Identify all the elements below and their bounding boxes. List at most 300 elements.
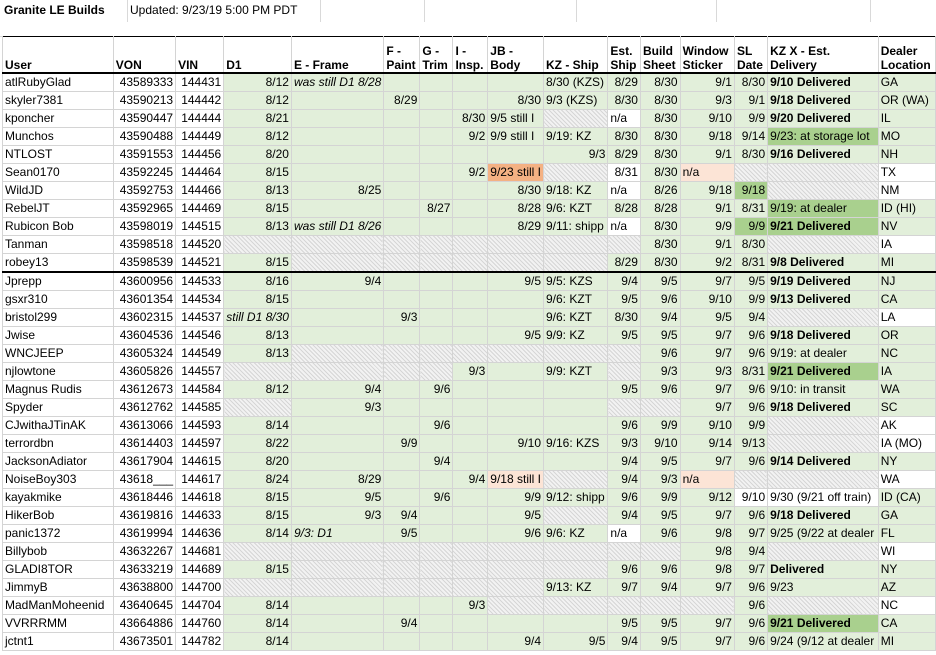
table-cell[interactable]: 144584 [176, 381, 224, 399]
table-cell[interactable]: 9/18 Delivered [768, 507, 879, 525]
table-cell[interactable]: 9/6 [640, 345, 680, 363]
table-cell[interactable]: 9/6 [734, 453, 767, 471]
table-cell[interactable] [420, 182, 453, 200]
table-cell[interactable]: GA [878, 73, 935, 92]
table-cell[interactable]: 9/4 [488, 633, 544, 651]
table-cell[interactable]: 144700 [176, 579, 224, 597]
table-cell[interactable]: ID (HI) [878, 200, 935, 218]
column-header[interactable]: VIN [176, 37, 224, 74]
table-cell[interactable]: 9/18 [680, 128, 734, 146]
table-cell[interactable]: 9/4 [734, 309, 767, 327]
table-cell[interactable]: 9/5 [544, 633, 608, 651]
table-cell[interactable]: 144704 [176, 597, 224, 615]
table-cell[interactable] [291, 597, 383, 615]
table-cell[interactable]: TX [878, 164, 935, 182]
table-cell[interactable]: NV [878, 218, 935, 236]
table-cell[interactable]: 9/7 [680, 453, 734, 471]
table-cell[interactable]: kayakmike [3, 489, 114, 507]
table-cell[interactable]: 9/7 [680, 399, 734, 417]
table-cell[interactable] [488, 579, 544, 597]
table-cell[interactable]: OR (WA) [878, 92, 935, 110]
table-cell[interactable] [453, 309, 488, 327]
table-cell[interactable]: 8/29 [488, 218, 544, 236]
table-cell[interactable]: 144617 [176, 471, 224, 489]
table-cell[interactable]: 43598019 [113, 218, 175, 236]
table-cell[interactable]: Rubicon Bob [3, 218, 114, 236]
table-cell[interactable]: still D1 8/30 [224, 309, 292, 327]
table-cell[interactable] [453, 417, 488, 435]
table-cell[interactable]: 43598539 [113, 254, 175, 273]
table-cell[interactable]: 9/2 [680, 254, 734, 273]
table-cell[interactable]: 43612762 [113, 399, 175, 417]
table-cell[interactable]: Spyder [3, 399, 114, 417]
table-cell[interactable] [224, 236, 292, 254]
table-cell[interactable] [291, 543, 383, 561]
table-cell[interactable]: 144681 [176, 543, 224, 561]
table-cell[interactable]: 8/30 [608, 309, 641, 327]
table-cell[interactable]: 9/9 [734, 417, 767, 435]
table-cell[interactable]: 8/14 [224, 597, 292, 615]
table-cell[interactable]: Magnus Rudis [3, 381, 114, 399]
table-cell[interactable]: IL [878, 110, 935, 128]
table-cell[interactable]: 43604536 [113, 327, 175, 345]
table-cell[interactable]: 9/12: shipp [544, 489, 608, 507]
column-header[interactable]: F - Paint [384, 37, 420, 74]
table-cell[interactable]: MI [878, 633, 935, 651]
table-cell[interactable] [453, 291, 488, 309]
table-cell[interactable] [384, 218, 420, 236]
table-cell[interactable]: 8/30 (KZS) [544, 73, 608, 92]
table-cell[interactable]: MI [878, 254, 935, 273]
table-cell[interactable]: NH [878, 146, 935, 164]
table-cell[interactable]: 9/10 [640, 435, 680, 453]
table-cell[interactable]: LA [878, 309, 935, 327]
table-cell[interactable] [384, 597, 420, 615]
table-cell[interactable]: 9/18 [680, 182, 734, 200]
table-cell[interactable]: 9/19 Delivered [768, 272, 879, 291]
table-cell[interactable]: 43619816 [113, 507, 175, 525]
table-cell[interactable] [608, 543, 641, 561]
table-cell[interactable]: 8/31 [734, 200, 767, 218]
table-cell[interactable]: 9/3 [384, 309, 420, 327]
table-cell[interactable]: Jwise [3, 327, 114, 345]
table-cell[interactable] [420, 579, 453, 597]
table-cell[interactable]: 9/9 [734, 110, 767, 128]
table-cell[interactable]: 9/1 [680, 200, 734, 218]
table-cell[interactable]: 43632267 [113, 543, 175, 561]
table-cell[interactable]: atlRubyGlad [3, 73, 114, 92]
table-cell[interactable] [768, 597, 879, 615]
table-cell[interactable]: 9/10 [680, 110, 734, 128]
table-cell[interactable]: 9/6 [420, 381, 453, 399]
table-cell[interactable]: 9/6 [608, 417, 641, 435]
table-cell[interactable]: 8/28 [488, 200, 544, 218]
table-cell[interactable]: was still D1 8/26 [291, 218, 383, 236]
table-cell[interactable] [384, 363, 420, 381]
column-header[interactable]: D1 [224, 37, 292, 74]
table-cell[interactable]: NJ [878, 272, 935, 291]
table-cell[interactable]: 9/1 [734, 92, 767, 110]
table-cell[interactable] [384, 236, 420, 254]
table-cell[interactable] [420, 561, 453, 579]
table-cell[interactable]: 8/12 [224, 73, 292, 92]
table-cell[interactable]: 9/21 Delivered [768, 363, 879, 381]
table-cell[interactable] [453, 182, 488, 200]
table-cell[interactable]: 9/6: KZT [544, 309, 608, 327]
table-cell[interactable]: 8/29 [384, 92, 420, 110]
table-cell[interactable] [420, 110, 453, 128]
table-cell[interactable]: 9/7 [680, 272, 734, 291]
table-cell[interactable] [453, 561, 488, 579]
column-header[interactable]: SL Date [734, 37, 767, 74]
table-cell[interactable]: 9/5 [291, 489, 383, 507]
table-cell[interactable]: 144782 [176, 633, 224, 651]
table-cell[interactable]: 9/8 [680, 561, 734, 579]
table-cell[interactable] [453, 633, 488, 651]
table-cell[interactable] [488, 73, 544, 92]
table-cell[interactable]: CJwithaJTinAK [3, 417, 114, 435]
table-cell[interactable] [384, 561, 420, 579]
table-cell[interactable]: 9/4 [640, 309, 680, 327]
table-cell[interactable]: 9/5 [734, 272, 767, 291]
table-cell[interactable] [420, 92, 453, 110]
table-cell[interactable]: 8/30 [488, 92, 544, 110]
table-cell[interactable]: 9/6 [734, 597, 767, 615]
table-cell[interactable] [384, 345, 420, 363]
table-cell[interactable]: 9/6 [420, 489, 453, 507]
table-cell[interactable]: 43614403 [113, 435, 175, 453]
table-cell[interactable] [544, 236, 608, 254]
table-cell[interactable]: 9/16 Delivered [768, 146, 879, 164]
table-cell[interactable]: 9/1 [680, 236, 734, 254]
table-cell[interactable] [420, 435, 453, 453]
table-cell[interactable]: 9/7 [680, 381, 734, 399]
table-cell[interactable]: 9/13: KZ [544, 579, 608, 597]
table-cell[interactable]: 43589333 [113, 73, 175, 92]
table-cell[interactable]: 8/30 [640, 218, 680, 236]
table-cell[interactable] [768, 543, 879, 561]
table-cell[interactable]: 8/15 [224, 200, 292, 218]
table-cell[interactable]: Tanman [3, 236, 114, 254]
table-cell[interactable] [384, 110, 420, 128]
table-cell[interactable]: WA [878, 381, 935, 399]
table-cell[interactable] [384, 633, 420, 651]
table-cell[interactable] [291, 236, 383, 254]
table-cell[interactable]: 9/21 Delivered [768, 615, 879, 633]
table-cell[interactable] [544, 507, 608, 525]
table-cell[interactable]: 9/6: KZT [544, 200, 608, 218]
table-cell[interactable]: 9/10 Delivered [768, 73, 879, 92]
table-cell[interactable] [224, 543, 292, 561]
table-cell[interactable] [768, 471, 879, 489]
table-cell[interactable]: 9/14 [680, 435, 734, 453]
table-cell[interactable] [488, 254, 544, 273]
table-cell[interactable]: 144456 [176, 146, 224, 164]
table-cell[interactable]: WNCJEEP [3, 345, 114, 363]
table-cell[interactable] [291, 128, 383, 146]
table-cell[interactable] [291, 200, 383, 218]
table-cell[interactable] [291, 164, 383, 182]
table-cell[interactable]: jctnt1 [3, 633, 114, 651]
table-cell[interactable]: NC [878, 345, 935, 363]
table-cell[interactable]: n/a [608, 525, 641, 543]
table-cell[interactable]: 43618446 [113, 489, 175, 507]
table-cell[interactable] [768, 182, 879, 200]
table-cell[interactable]: WA [878, 471, 935, 489]
table-cell[interactable]: 9/2 [453, 164, 488, 182]
table-cell[interactable] [544, 381, 608, 399]
table-cell[interactable]: 8/13 [224, 218, 292, 236]
table-cell[interactable]: 9/9 [734, 218, 767, 236]
table-cell[interactable]: 9/18 Delivered [768, 92, 879, 110]
table-cell[interactable]: MO [878, 128, 935, 146]
table-cell[interactable]: 144537 [176, 309, 224, 327]
table-cell[interactable] [291, 146, 383, 164]
table-cell[interactable]: 144585 [176, 399, 224, 417]
table-cell[interactable]: 8/13 [224, 182, 292, 200]
table-cell[interactable] [453, 453, 488, 471]
table-cell[interactable]: 9/6 [608, 489, 641, 507]
table-cell[interactable] [291, 345, 383, 363]
table-cell[interactable] [488, 615, 544, 633]
table-cell[interactable]: NM [878, 182, 935, 200]
table-cell[interactable]: 43664886 [113, 615, 175, 633]
table-cell[interactable]: 8/29 [608, 73, 641, 92]
table-cell[interactable]: 9/7 [680, 615, 734, 633]
table-cell[interactable]: 9/6 [734, 507, 767, 525]
table-cell[interactable]: terrordbn [3, 435, 114, 453]
table-cell[interactable] [384, 381, 420, 399]
table-cell[interactable]: 9/3 [608, 435, 641, 453]
table-cell[interactable]: 8/29 [608, 146, 641, 164]
table-cell[interactable]: HikerBob [3, 507, 114, 525]
table-cell[interactable]: 9/9 still I [488, 128, 544, 146]
table-cell[interactable]: njlowtone [3, 363, 114, 381]
table-cell[interactable]: 43590488 [113, 128, 175, 146]
table-cell[interactable]: 43590447 [113, 110, 175, 128]
table-cell[interactable]: 43592965 [113, 200, 175, 218]
table-cell[interactable]: Jprepp [3, 272, 114, 291]
table-cell[interactable] [453, 345, 488, 363]
table-cell[interactable]: 9/6: KZT [544, 291, 608, 309]
table-cell[interactable]: 8/16 [224, 272, 292, 291]
table-cell[interactable] [734, 164, 767, 182]
table-cell[interactable]: 9/8 [680, 543, 734, 561]
table-cell[interactable]: 144521 [176, 254, 224, 273]
table-cell[interactable]: 144593 [176, 417, 224, 435]
table-cell[interactable] [640, 543, 680, 561]
table-cell[interactable]: 9/5 [640, 633, 680, 651]
table-cell[interactable] [384, 471, 420, 489]
table-cell[interactable] [768, 236, 879, 254]
table-cell[interactable]: 9/3 [291, 399, 383, 417]
table-cell[interactable]: GA [878, 507, 935, 525]
table-cell[interactable]: 9/7 [680, 327, 734, 345]
table-cell[interactable]: 9/13 Delivered [768, 291, 879, 309]
table-cell[interactable]: 9/5 still I [488, 110, 544, 128]
table-cell[interactable]: 9/23: at storage lot [768, 128, 879, 146]
table-cell[interactable]: 43602315 [113, 309, 175, 327]
table-cell[interactable] [384, 164, 420, 182]
table-cell[interactable]: 8/30 [640, 254, 680, 273]
table-cell[interactable]: ID (CA) [878, 489, 935, 507]
table-cell[interactable]: 43601354 [113, 291, 175, 309]
table-cell[interactable]: 43633219 [113, 561, 175, 579]
table-cell[interactable] [488, 146, 544, 164]
table-cell[interactable]: CA [878, 291, 935, 309]
table-cell[interactable] [544, 561, 608, 579]
table-cell[interactable]: 43600956 [113, 272, 175, 291]
table-cell[interactable]: JacksonAdiator [3, 453, 114, 471]
column-header[interactable]: Dealer Location [878, 37, 935, 74]
table-cell[interactable]: 9/3 [291, 507, 383, 525]
table-cell[interactable] [608, 236, 641, 254]
table-cell[interactable] [384, 453, 420, 471]
table-cell[interactable]: 43590213 [113, 92, 175, 110]
table-cell[interactable]: 8/30 [608, 128, 641, 146]
table-cell[interactable]: 8/20 [224, 146, 292, 164]
column-header[interactable]: Est. Ship [608, 37, 641, 74]
column-header[interactable]: VON [113, 37, 175, 74]
table-cell[interactable]: 43619994 [113, 525, 175, 543]
table-cell[interactable] [544, 597, 608, 615]
table-cell[interactable]: 9/4 [453, 471, 488, 489]
table-cell[interactable] [384, 417, 420, 435]
table-cell[interactable]: 9/18 Delivered [768, 327, 879, 345]
table-cell[interactable]: AK [878, 417, 935, 435]
table-cell[interactable]: 43618___ [113, 471, 175, 489]
table-cell[interactable] [291, 633, 383, 651]
table-cell[interactable] [291, 417, 383, 435]
table-cell[interactable]: 9/10: in transit [768, 381, 879, 399]
table-cell[interactable] [488, 291, 544, 309]
table-cell[interactable]: 8/25 [291, 182, 383, 200]
table-cell[interactable]: 144615 [176, 453, 224, 471]
table-cell[interactable]: 8/15 [224, 507, 292, 525]
table-cell[interactable] [453, 489, 488, 507]
table-cell[interactable] [680, 597, 734, 615]
table-cell[interactable]: 9/4 [734, 543, 767, 561]
table-cell[interactable]: 144597 [176, 435, 224, 453]
table-cell[interactable]: 8/30 [734, 73, 767, 92]
table-cell[interactable]: 9/7 [734, 525, 767, 543]
table-cell[interactable]: 8/30 [608, 92, 641, 110]
table-cell[interactable]: 9/6 [420, 417, 453, 435]
table-cell[interactable]: 9/5 [640, 272, 680, 291]
table-cell[interactable]: 43617904 [113, 453, 175, 471]
table-cell[interactable] [453, 73, 488, 92]
table-cell[interactable]: kponcher [3, 110, 114, 128]
table-cell[interactable] [420, 507, 453, 525]
table-cell[interactable] [420, 73, 453, 92]
table-cell[interactable]: 8/14 [224, 615, 292, 633]
table-cell[interactable]: 9/5 [640, 615, 680, 633]
table-cell[interactable] [544, 471, 608, 489]
table-cell[interactable]: 8/26 [640, 182, 680, 200]
table-cell[interactable]: OR [878, 327, 935, 345]
table-cell[interactable]: 144760 [176, 615, 224, 633]
table-cell[interactable]: 9/4 [640, 579, 680, 597]
table-cell[interactable]: 9/21 Delivered [768, 218, 879, 236]
table-cell[interactable]: 9/5 [640, 453, 680, 471]
table-cell[interactable]: 9/3 [640, 363, 680, 381]
column-header[interactable]: G - Trim [420, 37, 453, 74]
table-cell[interactable]: n/a [608, 218, 641, 236]
table-cell[interactable]: 9/6 [734, 633, 767, 651]
table-cell[interactable] [544, 453, 608, 471]
table-cell[interactable]: 9/1 [680, 73, 734, 92]
table-cell[interactable] [291, 435, 383, 453]
table-cell[interactable]: 9/1 [680, 146, 734, 164]
table-cell[interactable] [608, 345, 641, 363]
table-cell[interactable]: 9/13 [734, 435, 767, 453]
table-cell[interactable]: IA (MO) [878, 435, 935, 453]
table-cell[interactable] [420, 164, 453, 182]
table-cell[interactable]: NoiseBoy303 [3, 471, 114, 489]
table-cell[interactable]: panic1372 [3, 525, 114, 543]
table-cell[interactable]: 9/3 [453, 597, 488, 615]
table-cell[interactable] [453, 435, 488, 453]
table-cell[interactable] [420, 471, 453, 489]
table-cell[interactable] [420, 309, 453, 327]
table-cell[interactable]: 9/25 (9/22 at dealer [768, 525, 879, 543]
table-cell[interactable]: 9/4 [384, 507, 420, 525]
table-cell[interactable]: IA [878, 236, 935, 254]
table-cell[interactable]: 144520 [176, 236, 224, 254]
table-cell[interactable] [488, 236, 544, 254]
table-cell[interactable]: GLADI8TOR [3, 561, 114, 579]
column-header[interactable]: Build Sheet [640, 37, 680, 74]
table-cell[interactable] [384, 543, 420, 561]
table-cell[interactable]: 9/24 (9/12 at dealer [768, 633, 879, 651]
table-cell[interactable]: 43592245 [113, 164, 175, 182]
table-cell[interactable]: 9/30 (9/21 off train) [768, 489, 879, 507]
table-cell[interactable] [384, 272, 420, 291]
table-cell[interactable] [608, 363, 641, 381]
table-cell[interactable] [453, 254, 488, 273]
table-cell[interactable] [640, 399, 680, 417]
table-cell[interactable]: 9/9: KZ [544, 327, 608, 345]
table-cell[interactable]: 8/24 [224, 471, 292, 489]
table-cell[interactable]: 9/6 [608, 561, 641, 579]
table-cell[interactable]: 8/28 [608, 200, 641, 218]
table-cell[interactable]: 8/28 [640, 200, 680, 218]
table-cell[interactable] [453, 525, 488, 543]
table-cell[interactable]: 43613066 [113, 417, 175, 435]
table-cell[interactable] [384, 489, 420, 507]
table-cell[interactable]: 144444 [176, 110, 224, 128]
table-cell[interactable]: 9/3: D1 [291, 525, 383, 543]
table-cell[interactable]: AZ [878, 579, 935, 597]
table-cell[interactable] [453, 381, 488, 399]
table-cell[interactable]: 9/6 [640, 525, 680, 543]
table-cell[interactable] [420, 128, 453, 146]
table-cell[interactable]: 43673501 [113, 633, 175, 651]
table-cell[interactable]: NC [878, 597, 935, 615]
table-cell[interactable]: 9/16: KZS [544, 435, 608, 453]
table-cell[interactable]: 9/9 [640, 489, 680, 507]
table-cell[interactable]: 144431 [176, 73, 224, 92]
table-cell[interactable]: 9/5 [608, 291, 641, 309]
table-cell[interactable]: WI [878, 543, 935, 561]
table-cell[interactable] [544, 345, 608, 363]
table-cell[interactable]: 9/5 [680, 309, 734, 327]
table-cell[interactable]: 9/9 [640, 417, 680, 435]
table-cell[interactable]: Delivered [768, 561, 879, 579]
table-cell[interactable]: 8/30 [640, 92, 680, 110]
table-cell[interactable]: 9/14 [734, 128, 767, 146]
table-cell[interactable] [453, 236, 488, 254]
